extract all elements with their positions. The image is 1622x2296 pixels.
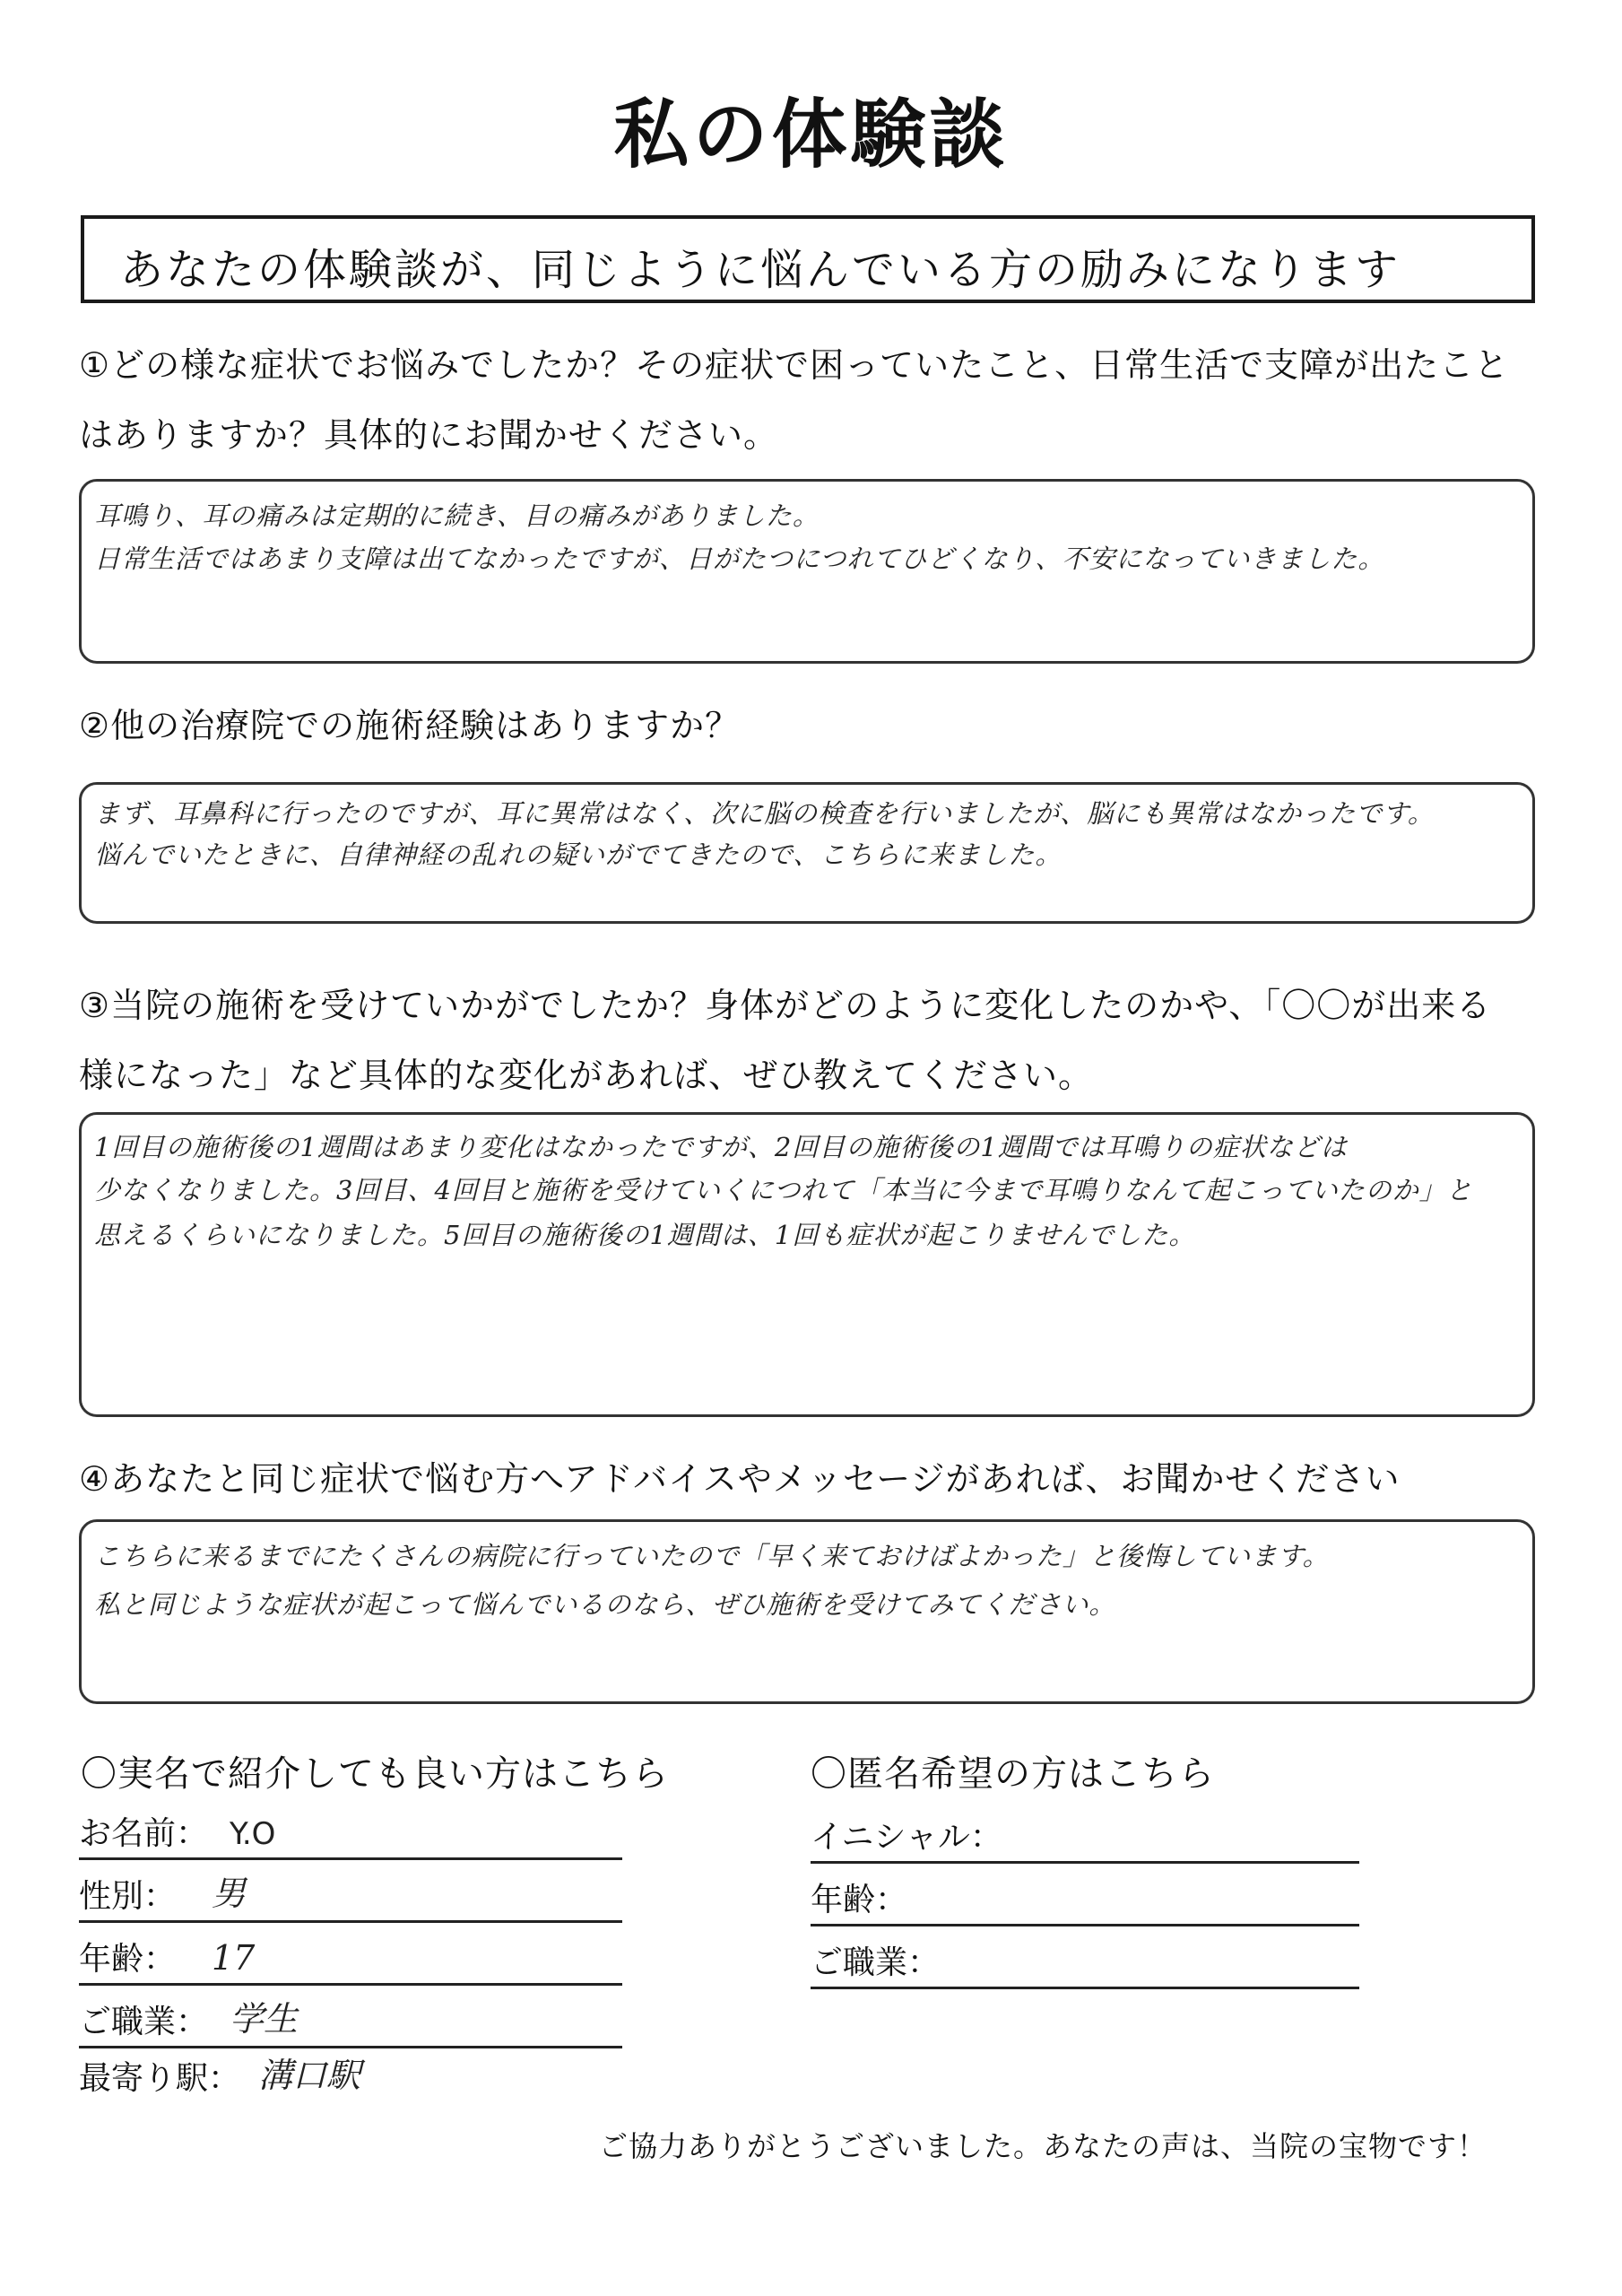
footer-thanks: ご協力ありがとうございました。あなたの声は、当院の宝物です！ xyxy=(599,2129,1488,2163)
answer-3-line-3: 思えるくらいになりました。5回目の施術後の1週間は、1回も症状が起こりませんでした。 xyxy=(94,1220,1196,1250)
answer-4-box xyxy=(79,1519,1535,1704)
anonymous-heading: 〇匿名希望の方はこちら xyxy=(811,1753,1215,1795)
question-3 xyxy=(79,970,1549,1110)
question-3-line-1: ③当院の施術を受けていかがでしたか？身体がどのように変化したのかや、「〇〇が出来る xyxy=(79,986,1492,1025)
station-value: 溝口駅 xyxy=(258,2056,361,2095)
anon-job-field xyxy=(811,1934,1359,1989)
page-title: 私の体験談 xyxy=(613,91,1009,178)
answer-4-line-2: 私と同じような症状が起こって悩んでいるのなら、ぜひ施術を受けてみてください。 xyxy=(94,1589,1116,1620)
question-1 xyxy=(79,330,1549,470)
question-4-line-1: ④あなたと同じ症状で悩む方へアドバイスやメッセージがあれば、お聞かせください xyxy=(79,1459,1401,1499)
station-field xyxy=(79,2047,622,2102)
name-label: お名前： xyxy=(79,1815,209,1852)
name-field xyxy=(79,1805,622,1860)
question-3-line-2: 様になった」など具体的な変化があれば、ぜひ教えてください。 xyxy=(79,1056,1094,1095)
gender-label: 性別： xyxy=(79,1878,177,1915)
name-value: Y.O xyxy=(230,1816,276,1852)
gender-value: 男 xyxy=(212,1874,247,1913)
answer-4-line-1: こちらに来るまでにたくさんの病院に行っていたので「早く来ておけばよかった」と後悔しています。 xyxy=(94,1541,1330,1571)
answer-3-line-2: 少なくなりました。3回目、4回目と施術を受けていくにつれて「本当に今まで耳鳴りなんて起こっていたのか」と xyxy=(94,1175,1473,1205)
initial-field xyxy=(811,1808,1359,1864)
question-1-line-1: ①どの様な症状でお悩みでしたか？その症状で困っていたこと、日常生活で支障が出たこと xyxy=(79,345,1510,385)
station-label: 最寄り駅： xyxy=(79,2060,241,2097)
question-1-line-2: はありますか？具体的にお聞かせください。 xyxy=(79,415,779,455)
age-label: 年齢： xyxy=(79,1941,177,1978)
age-value: 17 xyxy=(212,1938,256,1978)
answer-3-line-1: 1回目の施術後の1週間はあまり変化はなかったですが、2回目の施術後の1週間では耳鳴りの症状などは xyxy=(94,1132,1348,1162)
answer-3-box xyxy=(79,1112,1535,1417)
initial-label: イニシャル： xyxy=(811,1819,1002,1856)
question-2 xyxy=(79,691,1549,761)
answer-2-line-2: 悩んでいたときに、自律神経の乱れの疑いがでてきたので、こちらに来ました。 xyxy=(94,839,1063,870)
gender-field xyxy=(79,1867,622,1923)
job-field xyxy=(79,1993,622,2048)
age-field xyxy=(79,1930,622,1986)
intro-banner-text: あなたの体験談が、同じように悩んでいる方の励みになります xyxy=(120,245,1401,295)
anon-age-field xyxy=(811,1871,1359,1926)
answer-2-box xyxy=(79,782,1535,924)
anon-age-label: 年齢： xyxy=(811,1882,908,1918)
intro-banner xyxy=(81,215,1535,303)
answer-2-line-1: まず、耳鼻科に行ったのですが、耳に異常はなく、次に脳の検査を行いましたが、脳にも異常はなかったです。 xyxy=(94,798,1435,829)
anon-job-label: ご職業： xyxy=(811,1944,941,1981)
answer-1-box xyxy=(79,479,1535,664)
question-4 xyxy=(79,1444,1549,1514)
answer-1-line-1: 耳鳴り、耳の痛みは定期的に続き、目の痛みがありました。 xyxy=(94,500,820,531)
job-value: 学生 xyxy=(230,1999,299,2039)
answer-1-line-2: 日常生活ではあまり支障は出てなかったですが、日がたつにつれてひどくなり、不安になっていきました。 xyxy=(94,544,1385,574)
question-2-line-1: ②他の治療院での施術経験はありますか？ xyxy=(79,706,741,745)
real-name-heading: 〇実名で紹介しても良い方はこちら xyxy=(81,1753,669,1795)
job-label: ご職業： xyxy=(79,2004,209,2040)
